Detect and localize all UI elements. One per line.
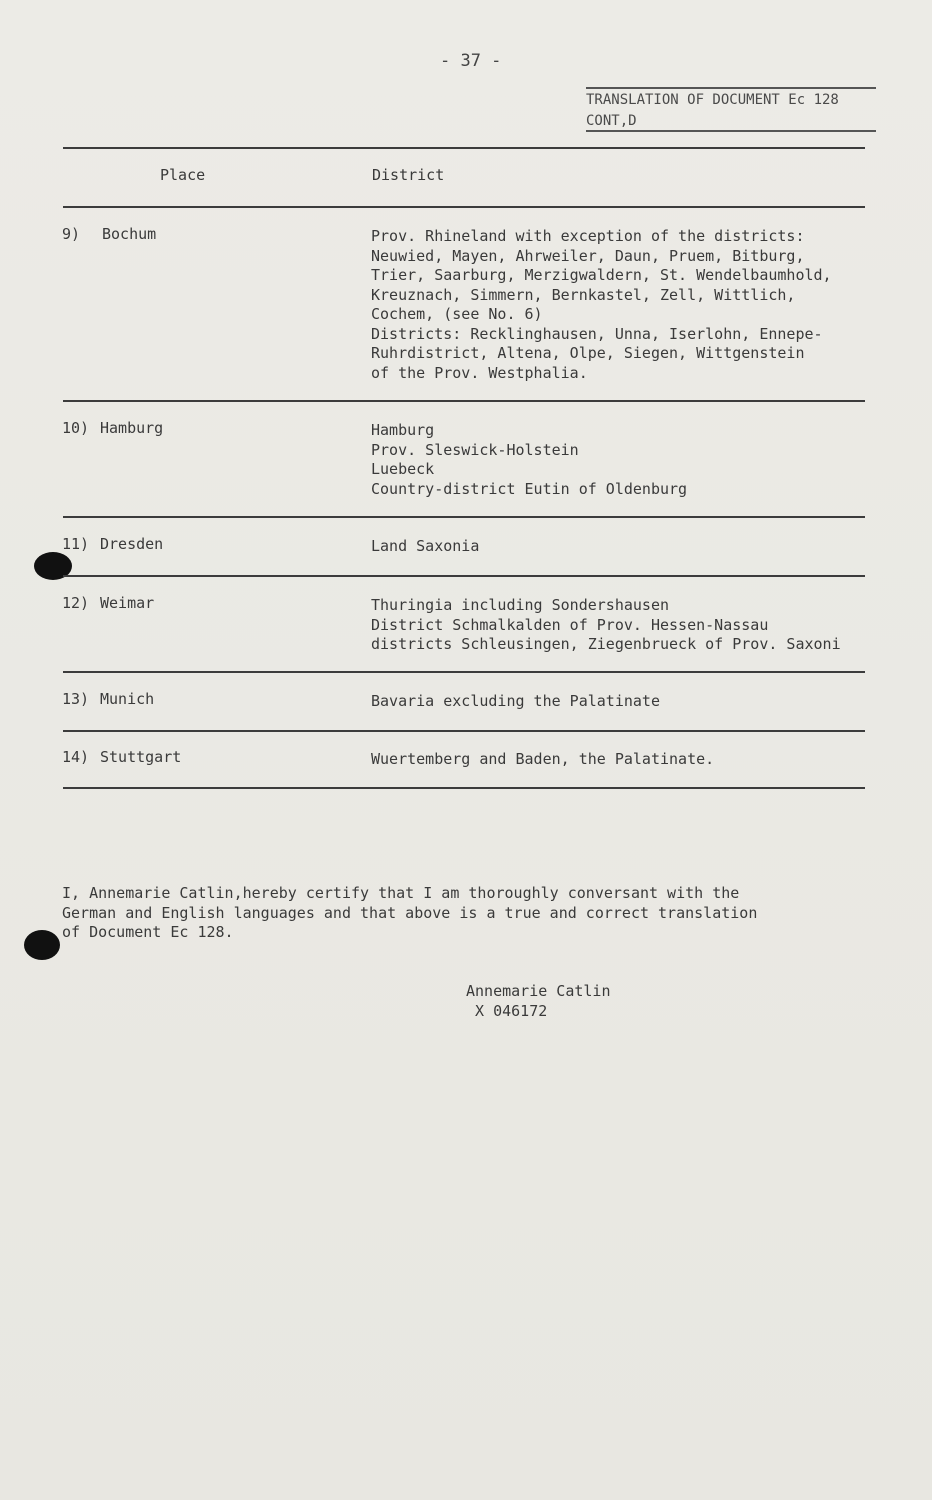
row-rule [63, 516, 865, 518]
row-place: Dresden [100, 535, 164, 553]
table-top-rule [63, 147, 865, 149]
row-rule [63, 400, 865, 402]
row-number: 13) [62, 690, 90, 708]
translator-signature: Annemarie Catlin X 046172 [466, 982, 611, 1020]
row-district: Prov. Rhineland with exception of the districts: Neuwied, Mayen, Ahrweiler, Daun, Pruem, Bitburg, Trier, Saarburg, Merzigwaldern, St. Wendelbaumhold, Kreuznach, Simmern, Bernkastel, Zell, Wittlich, Cochem, (see No. 6) Districts: Recklinghausen, Unna, Iserlohn, Ennepe- Ruhrdistrict, Altena, Olpe, Siegen, Wittgenstein of the Prov. Westphalia. [371, 227, 832, 382]
document-title: TRANSLATION OF DOCUMENT Ec 128 [586, 92, 839, 108]
row-place: Munich [100, 690, 155, 708]
header-rule-bottom [586, 130, 876, 132]
row-district: Wuertemberg and Baden, the Palatinate. [371, 750, 715, 768]
row-district: Bavaria excluding the Palatinate [371, 692, 660, 710]
header-bottom-rule [63, 206, 865, 208]
row-number: 10) [62, 419, 90, 437]
row-district: Land Saxonia [371, 537, 480, 555]
row-place: Weimar [100, 594, 155, 612]
header-rule-top [586, 87, 876, 89]
row-district: Thuringia including Sondershausen District Schmalkalden of Prov. Hessen-Nassau districts Schleusingen, Ziegenbrueck of Prov. Saxoni [371, 596, 841, 653]
page-number: - 37 - [440, 51, 502, 71]
certification-text: I, Annemarie Catlin,hereby certify that I am thoroughly conversant with the German and English languages and that above is a true and correct translation of Document Ec 128. [62, 884, 758, 941]
punch-hole-mark [24, 930, 60, 960]
row-place: Bochum [102, 225, 157, 243]
document-continuation: CONT,D [586, 113, 637, 129]
row-place: Hamburg [100, 419, 164, 437]
row-district: Hamburg Prov. Sleswick-Holstein Luebeck Country-district Eutin of Oldenburg [371, 421, 688, 498]
table-bottom-rule [63, 787, 865, 789]
column-header-district: District [372, 166, 445, 184]
row-rule [63, 671, 865, 673]
row-place: Stuttgart [100, 748, 182, 766]
row-number: 9) [62, 225, 81, 243]
row-number: 12) [62, 594, 90, 612]
row-rule [63, 575, 865, 577]
row-rule [63, 730, 865, 732]
column-header-place: Place [160, 166, 206, 184]
row-number: 14) [62, 748, 90, 766]
row-number: 11) [62, 535, 90, 553]
